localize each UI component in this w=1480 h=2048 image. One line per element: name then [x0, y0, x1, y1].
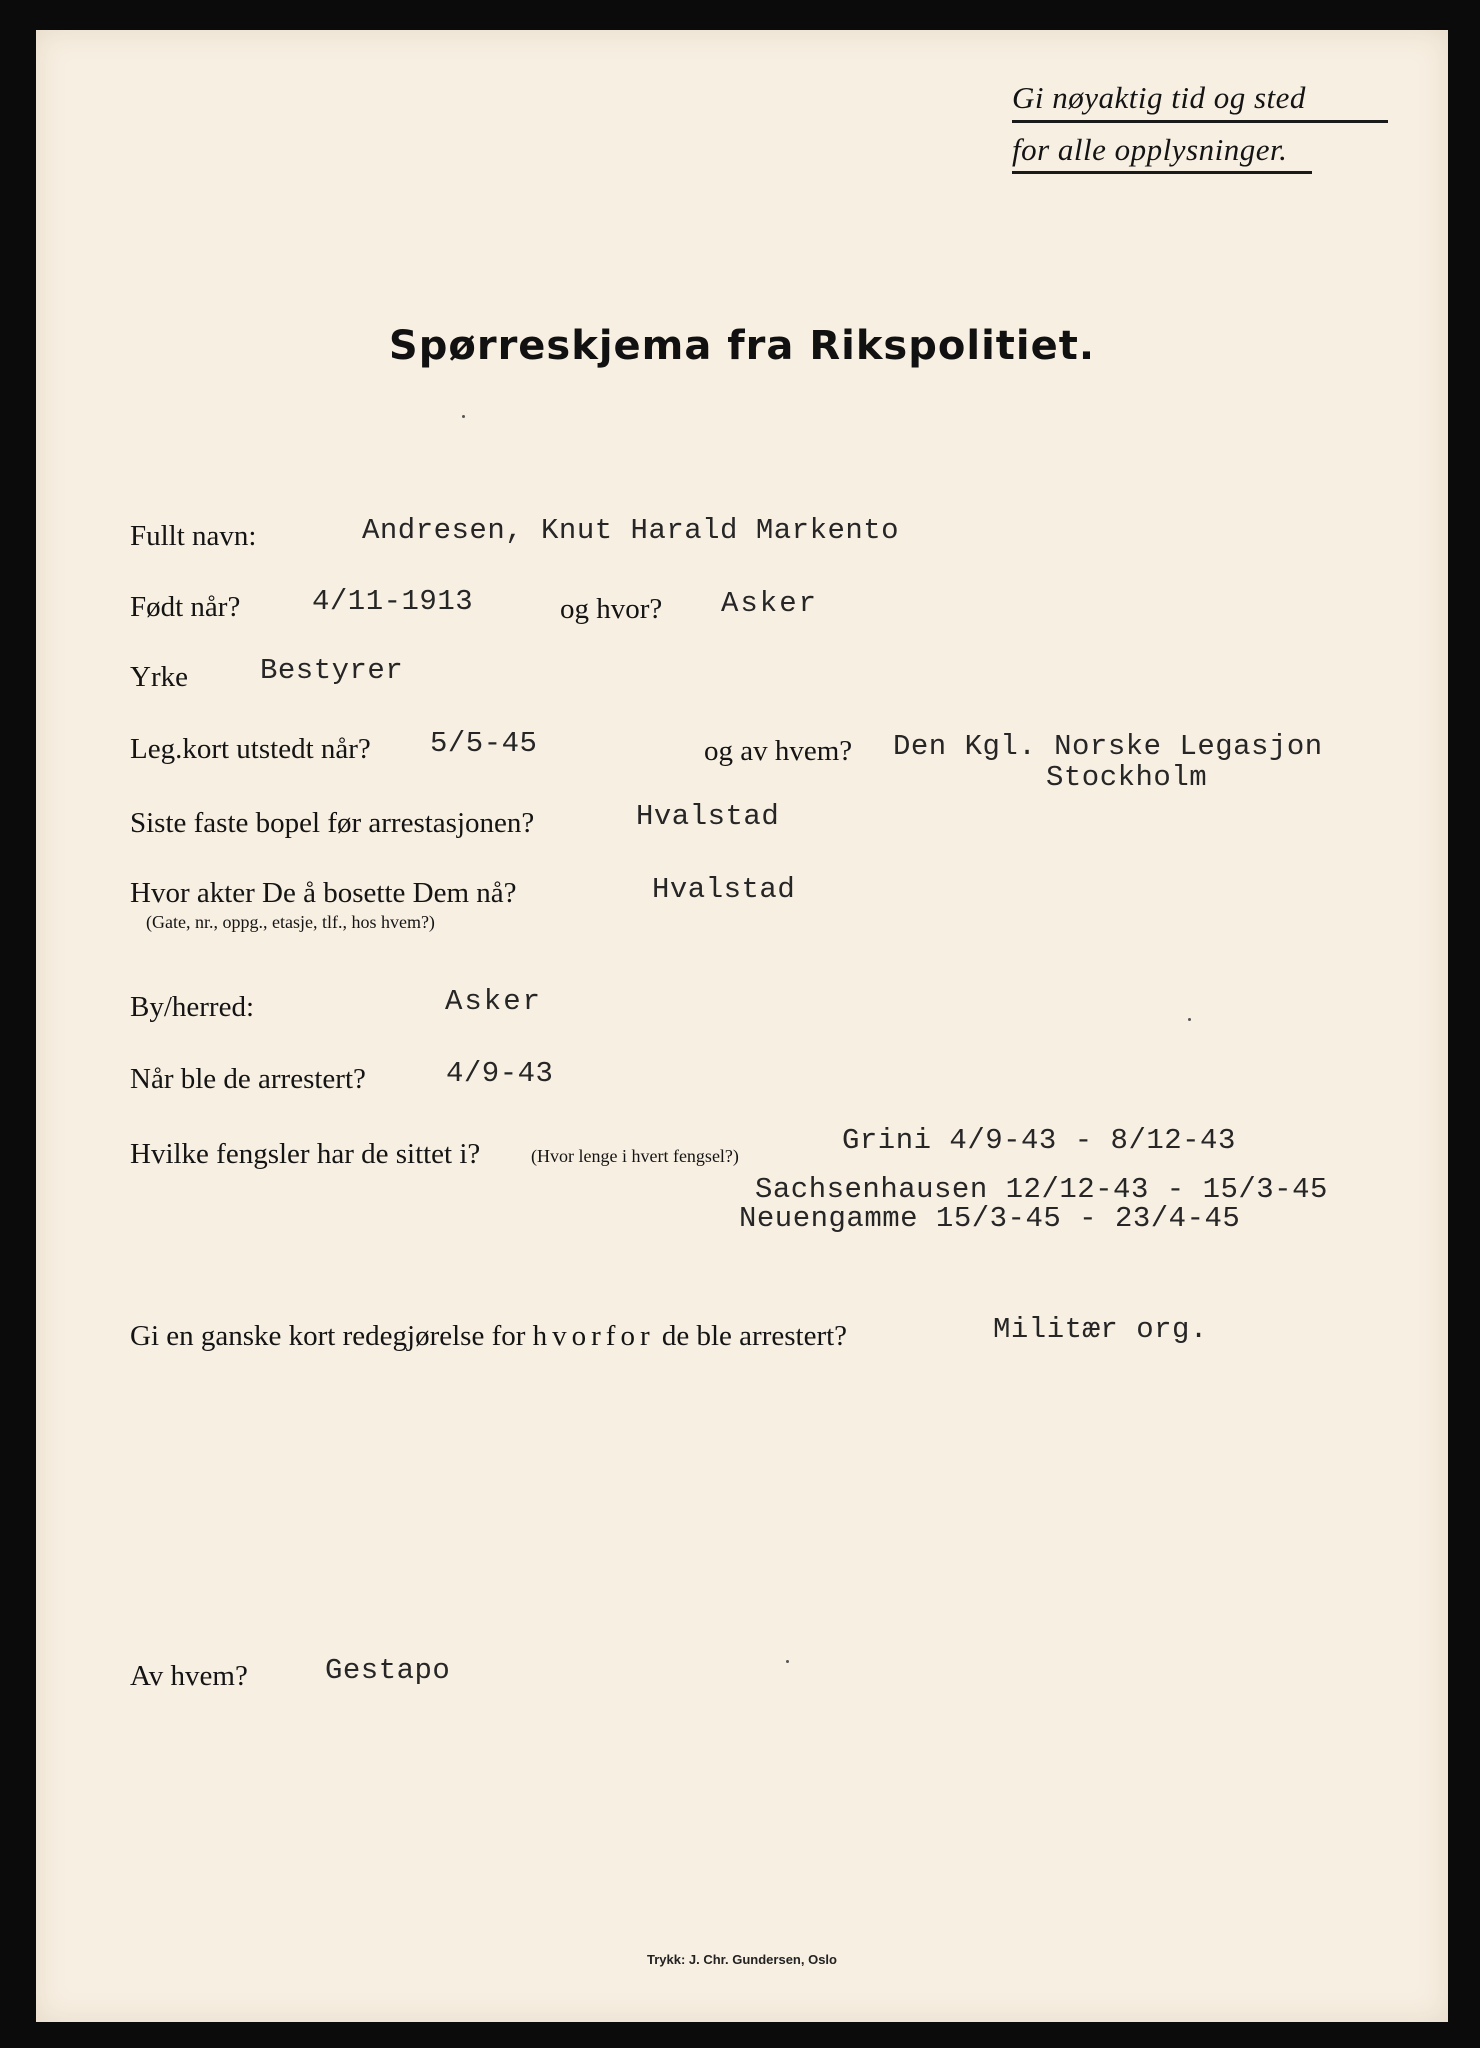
- occupation-label: Yrke: [130, 661, 188, 693]
- settle-label: Hvor akter De å bosette Dem nå?: [130, 877, 517, 909]
- questionnaire-form: [36, 30, 1448, 2022]
- born-when-value: 4/11-1913: [312, 585, 474, 618]
- paper-speck: [1188, 1018, 1191, 1021]
- born-where-value: Asker: [721, 587, 819, 620]
- prison-entry: Sachsenhausen 12/12-43 - 15/3-45: [755, 1173, 1328, 1206]
- paper-speck: [786, 1660, 789, 1663]
- prison-entry: Grini 4/9-43 - 8/12-43: [842, 1124, 1236, 1157]
- arrested-by-label: Av hvem?: [130, 1660, 248, 1692]
- reason-label-before: Gi en ganske kort redegjørelse for: [130, 1320, 526, 1352]
- id-card-by-value-1: Den Kgl. Norske Legasjon: [893, 730, 1323, 763]
- prison-entry: Neuengamme 15/3-45 - 23/4-45: [739, 1202, 1241, 1235]
- id-card-by-value-2: Stockholm: [1046, 761, 1208, 794]
- id-card-when-label: Leg.kort utstedt når?: [130, 733, 371, 765]
- reason-label-after: de ble arrestert?: [661, 1320, 848, 1352]
- arrested-when-label: Når ble de arrestert?: [130, 1063, 366, 1095]
- last-residence-value: Hvalstad: [636, 800, 780, 833]
- full-name-label: Fullt navn:: [130, 520, 257, 552]
- form-title: Spørreskjema fra Rikspolitiet.: [388, 323, 1096, 369]
- settle-sublabel: (Gate, nr., oppg., etasje, tlf., hos hvem?): [146, 912, 435, 932]
- prisons-sublabel: (Hvor lenge i hvert fengsel?): [531, 1146, 739, 1166]
- paper-speck: [462, 415, 465, 418]
- born-when-label: Født når?: [130, 591, 241, 623]
- prisons-label: Hvilke fengsler har de sittet i?: [130, 1138, 481, 1170]
- last-residence-label: Siste faste bopel før arrestasjonen?: [130, 807, 535, 839]
- born-where-label: og hvor?: [560, 593, 663, 625]
- instruction-line-1: Gi nøyaktig tid og sted: [1012, 80, 1306, 115]
- full-name-value: Andresen, Knut Harald Markento: [362, 514, 900, 547]
- arrested-by-value: Gestapo: [325, 1654, 451, 1687]
- instruction-rule-2: [1012, 171, 1312, 174]
- id-card-by-label: og av hvem?: [704, 735, 853, 767]
- occupation-value: Bestyrer: [260, 654, 404, 687]
- municipality-label: By/herred:: [130, 991, 255, 1023]
- id-card-when-value: 5/5-45: [430, 727, 538, 760]
- settle-value: Hvalstad: [652, 873, 796, 906]
- arrested-when-value: 4/9-43: [446, 1057, 554, 1090]
- reason-label-emph: hvorfor: [532, 1320, 655, 1352]
- reason-value: Militær org.: [993, 1313, 1208, 1346]
- instruction-line-2: for alle opplysninger.: [1012, 132, 1288, 167]
- municipality-value: Asker: [445, 985, 543, 1018]
- reason-label: [130, 1320, 847, 1353]
- instruction-rule-1: [1012, 120, 1388, 123]
- printer-imprint: Trykk: J. Chr. Gundersen, Oslo: [646, 1952, 837, 1967]
